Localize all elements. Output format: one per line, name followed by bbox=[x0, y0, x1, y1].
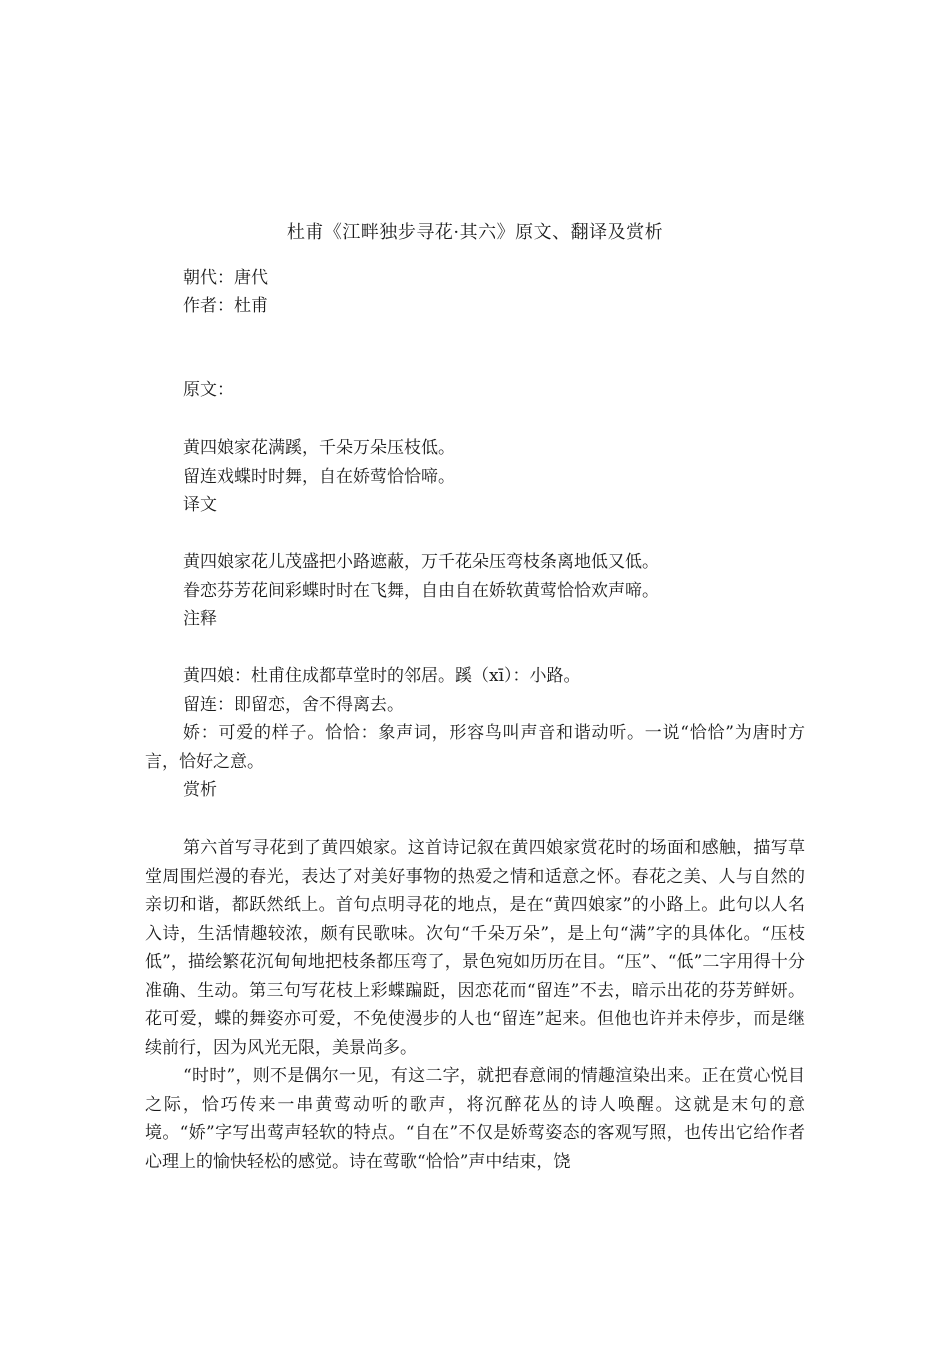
notes-heading: 注释 bbox=[183, 609, 217, 629]
appreciation-heading: 赏析 bbox=[183, 780, 217, 800]
original-section bbox=[145, 376, 805, 405]
poem-meta bbox=[183, 264, 268, 320]
original-heading: 原文： bbox=[183, 380, 234, 400]
translation-section bbox=[145, 548, 805, 634]
appreciation-paragraph: “时时”，则不是偶尔一见，有这二字，就把春意闹的情趣渲染出来。正在赏心悦目之际，恰巧传来一串黄莺动听的歌声，将沉醉花丛的诗人唤醒。这就是末句的意境。“娇”字写出莺声轻软的特点。“自在”不仅是娇莺姿态的客观写照，也传出它给作者心理上的愉快轻松的感觉。诗在莺歌“恰恰”声中结束，饶 bbox=[145, 1066, 805, 1172]
note-line: 留连：即留恋，舍不得离去。 bbox=[183, 694, 404, 715]
translation-line: 眷恋芬芳花间彩蝶时时在飞舞，自由自在娇软黄莺恰恰欢声啼。 bbox=[183, 580, 659, 601]
poem-line: 留连戏蝶时时舞，自在娇莺恰恰啼。 bbox=[183, 466, 455, 487]
appreciation-paragraph: 第六首写寻花到了黄四娘家。这首诗记叙在黄四娘家赏花时的场面和感触，描写草堂周围烂漫的春光，表达了对美好事物的热爱之情和适意之怀。春花之美、人与自然的亲切和谐，都跃然纸上。首句点明寻花的地点，是在“黄四娘家”的小路上。此句以人名入诗，生活情趣较浓，颇有民歌味。次句“千朵万朵”，是上句“满”字的具体化。“压枝低”，描绘繁花沉甸甸地把枝条都压弯了，景色宛如历历在目。“压”、“低”二字用得十分准确、生动。第三句写花枝上彩蝶蹁跹，因恋花而“留连”不去，暗示出花的芬芳鲜妍。花可爱，蝶的舞姿亦可爱，不免使漫步的人也“留连”起来。但他也许并未停步，而是继续前行，因为风光无限，美景尚多。 bbox=[145, 838, 805, 1058]
notes-section bbox=[145, 662, 805, 805]
original-lines bbox=[145, 434, 805, 520]
document-page bbox=[145, 0, 805, 1345]
note-paragraph: 娇：可爱的样子。恰恰：象声词，形容鸟叫声音和谐动听。一说“恰恰”为唐时方言，恰好之意。 bbox=[145, 723, 805, 772]
appreciation-section bbox=[145, 834, 805, 1176]
translation-line: 黄四娘家花儿茂盛把小路遮蔽，万千花朵压弯枝条离地低又低。 bbox=[183, 552, 659, 572]
author-line: 作者：杜甫 bbox=[183, 296, 268, 316]
note-line: 黄四娘：杜甫住成都草堂时的邻居。蹊（xī）：小路。 bbox=[183, 666, 581, 686]
document-title: 杜甫《江畔独步寻花·其六》原文、翻译及赏析 bbox=[286, 222, 664, 243]
dynasty-line: 朝代：唐代 bbox=[183, 268, 268, 288]
translation-heading: 译文 bbox=[183, 495, 217, 515]
poem-line: 黄四娘家花满蹊，千朵万朵压枝低。 bbox=[183, 438, 455, 458]
